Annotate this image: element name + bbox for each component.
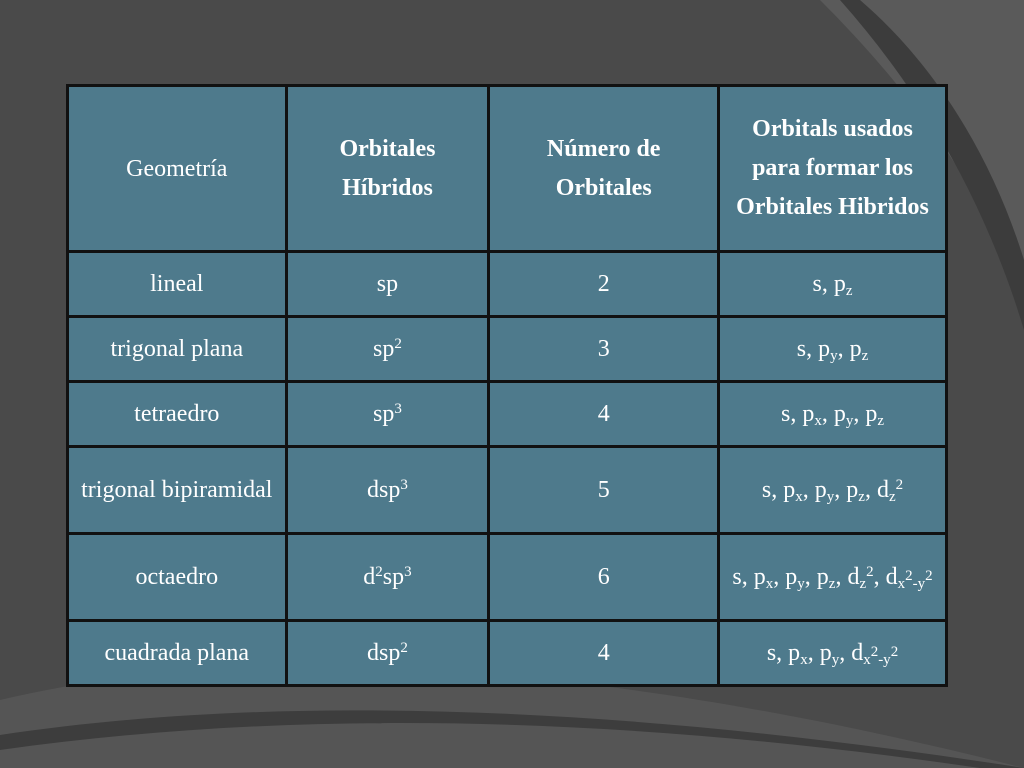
cell-hybrid: $d^2sp^3$	[286, 534, 489, 621]
cell-count: 4	[489, 621, 719, 686]
cell-geometry: cuadrada plana	[68, 621, 287, 686]
cell-count: 5	[489, 447, 719, 534]
cell-geometry: trigonal plana	[68, 317, 287, 382]
cell-hybrid: dsp$^2$	[286, 621, 489, 686]
cell-geometry: octaedro	[68, 534, 287, 621]
table-row	[68, 447, 947, 534]
table-row	[68, 621, 947, 686]
table-row	[68, 317, 947, 382]
header-geometry: Geometría	[68, 86, 287, 252]
table-header-row	[68, 86, 947, 252]
cell-hybrid: dsp$^3$	[286, 447, 489, 534]
header-orbitals-used: Orbitals usados para formar los Orbitales Hibridos	[719, 86, 947, 252]
cell-orbitals: s, $p_y$, $p_z$	[719, 317, 947, 382]
cell-hybrid: $sp^2$	[286, 317, 489, 382]
cell-orbitals: s, $p_x$, $p_y$, $p_z$, $d_z^2$, $d_{x^2-y^2}$	[719, 534, 947, 621]
cell-orbitals: s, $p_x$, $p_y$, $d_{x^2-y^2}$	[719, 621, 947, 686]
cell-geometry: tetraedro	[68, 382, 287, 447]
cell-geometry: lineal	[68, 252, 287, 317]
cell-count: 4	[489, 382, 719, 447]
header-hybrid-orbitals: Orbitales Híbridos	[286, 86, 489, 252]
cell-count: 2	[489, 252, 719, 317]
cell-count: 3	[489, 317, 719, 382]
cell-orbitals: s, $p_x$, $p_y$, $p_z$, $d_z^2$	[719, 447, 947, 534]
header-orbital-count: Número de Orbitales	[489, 86, 719, 252]
cell-hybrid: $sp^3$	[286, 382, 489, 447]
cell-orbitals: s, $p_z$	[719, 252, 947, 317]
cell-count: 6	[489, 534, 719, 621]
table-row	[68, 534, 947, 621]
table-row	[68, 382, 947, 447]
cell-geometry: trigonal bipiramidal	[68, 447, 287, 534]
hybridization-table	[66, 84, 948, 687]
cell-hybrid: sp	[286, 252, 489, 317]
table-row	[68, 252, 947, 317]
cell-orbitals: s, $p_x$, $p_y$, $p_z$	[719, 382, 947, 447]
